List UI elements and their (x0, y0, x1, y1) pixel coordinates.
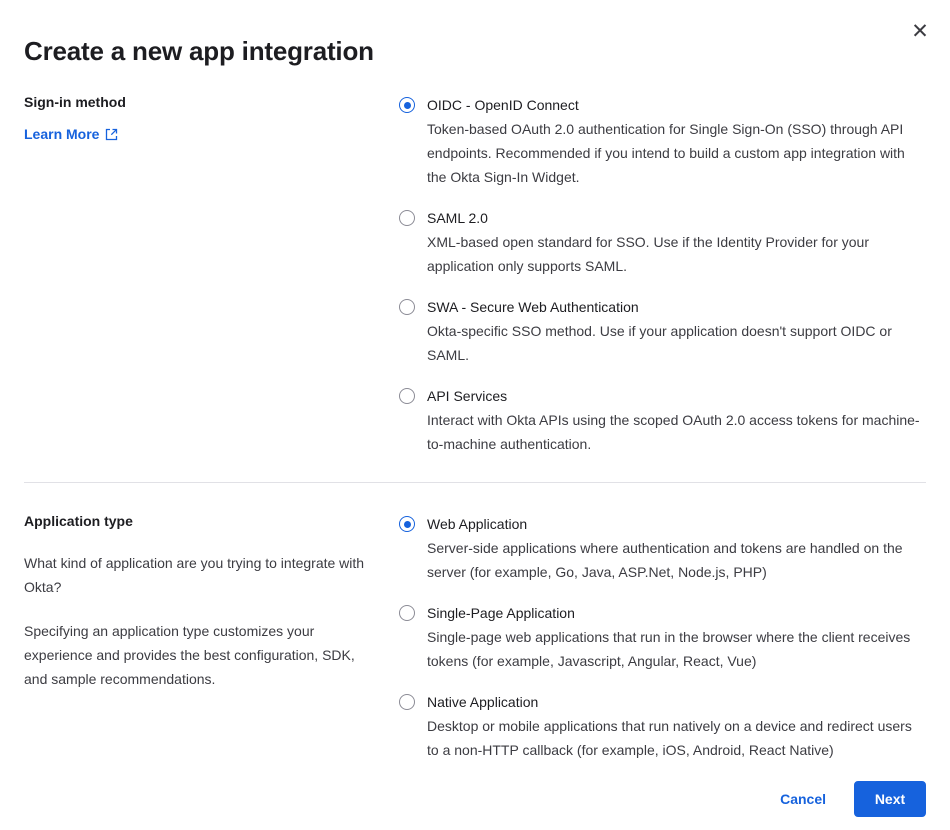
application-type-label: Application type (24, 513, 133, 529)
signin-option-oidc-desc: Token-based OAuth 2.0 authentication for Single Sign-On (SSO) through API endpoints. Recommended if you intend to build a custom app integration with the Okta Sign-In Widget. (427, 121, 905, 185)
radio-api-services[interactable] (399, 388, 415, 404)
apptype-option-web-desc: Server-side applications where authentication and tokens are handled on the server (for example, Go, Java, ASP.Net, Node.js, PHP) (427, 540, 903, 580)
apptype-option-web-title[interactable]: Web Application (427, 516, 528, 532)
signin-option-api-services-title[interactable]: API Services (427, 388, 508, 404)
radio-web-application[interactable] (399, 516, 415, 532)
close-icon[interactable]: ✕ (906, 18, 934, 46)
radio-oidc[interactable] (399, 97, 415, 113)
radio-swa[interactable] (399, 299, 415, 315)
page-title: Create a new app integration (24, 36, 374, 66)
apptype-option-spa-title[interactable]: Single-Page Application (427, 605, 575, 621)
signin-method-options (399, 92, 926, 456)
apptype-option-native-desc: Desktop or mobile applications that run natively on a device and redirect users to a non-HTTP callback (for example, iOS, Android, React Native) (427, 718, 912, 758)
radio-saml[interactable] (399, 210, 415, 226)
signin-method-label: Sign-in method (24, 94, 126, 110)
signin-option-swa-desc: Okta-specific SSO method. Use if your application doesn't support OIDC or SAML. (427, 323, 892, 363)
signin-option-saml[interactable] (399, 207, 926, 278)
apptype-option-web-body (427, 513, 926, 584)
radio-single-page-application[interactable] (399, 605, 415, 621)
signin-method-left (24, 92, 399, 456)
radio-native-application[interactable] (399, 694, 415, 710)
apptype-option-web[interactable] (399, 513, 926, 584)
apptype-option-native-title[interactable]: Native Application (427, 694, 539, 710)
application-type-left (24, 511, 399, 762)
signin-option-saml-desc: XML-based open standard for SSO. Use if the Identity Provider for your application only supports SAML. (427, 234, 869, 274)
apptype-option-native[interactable] (399, 691, 926, 762)
learn-more-link[interactable] (24, 126, 118, 142)
application-type-section (0, 483, 950, 762)
signin-option-oidc-title[interactable]: OIDC - OpenID Connect (427, 97, 579, 113)
signin-option-saml-body (427, 207, 926, 278)
signin-option-api-services[interactable] (399, 385, 926, 456)
application-type-desc-1: What kind of application are you trying to integrate with Okta? (24, 555, 365, 595)
apptype-option-spa-desc: Single-page web applications that run in the browser where the client receives tokens (for example, Javascript, Angular, React, Vue) (427, 629, 911, 669)
signin-option-swa[interactable] (399, 296, 926, 367)
signin-option-swa-body (427, 296, 926, 367)
next-button[interactable]: Next (854, 781, 926, 817)
signin-option-oidc[interactable] (399, 94, 926, 189)
signin-option-api-services-body (427, 385, 926, 456)
apptype-option-native-body (427, 691, 926, 762)
signin-option-api-services-desc: Interact with Okta APIs using the scoped OAuth 2.0 access tokens for machine-to-machine authentication. (427, 412, 920, 452)
signin-option-swa-title[interactable]: SWA - Secure Web Authentication (427, 299, 639, 315)
signin-method-section (0, 68, 950, 456)
dialog-footer (0, 768, 950, 830)
external-link-icon (105, 128, 118, 141)
application-type-options (399, 511, 926, 762)
application-type-desc-2: Specifying an application type customizes your experience and provides the best configuration, SDK, and sample recommendations. (24, 623, 355, 687)
signin-option-oidc-body (427, 94, 926, 189)
apptype-option-spa[interactable] (399, 602, 926, 673)
apptype-option-spa-body (427, 602, 926, 673)
cancel-button[interactable]: Cancel (762, 781, 844, 817)
learn-more-label: Learn More (24, 126, 100, 142)
signin-option-saml-title[interactable]: SAML 2.0 (427, 210, 488, 226)
